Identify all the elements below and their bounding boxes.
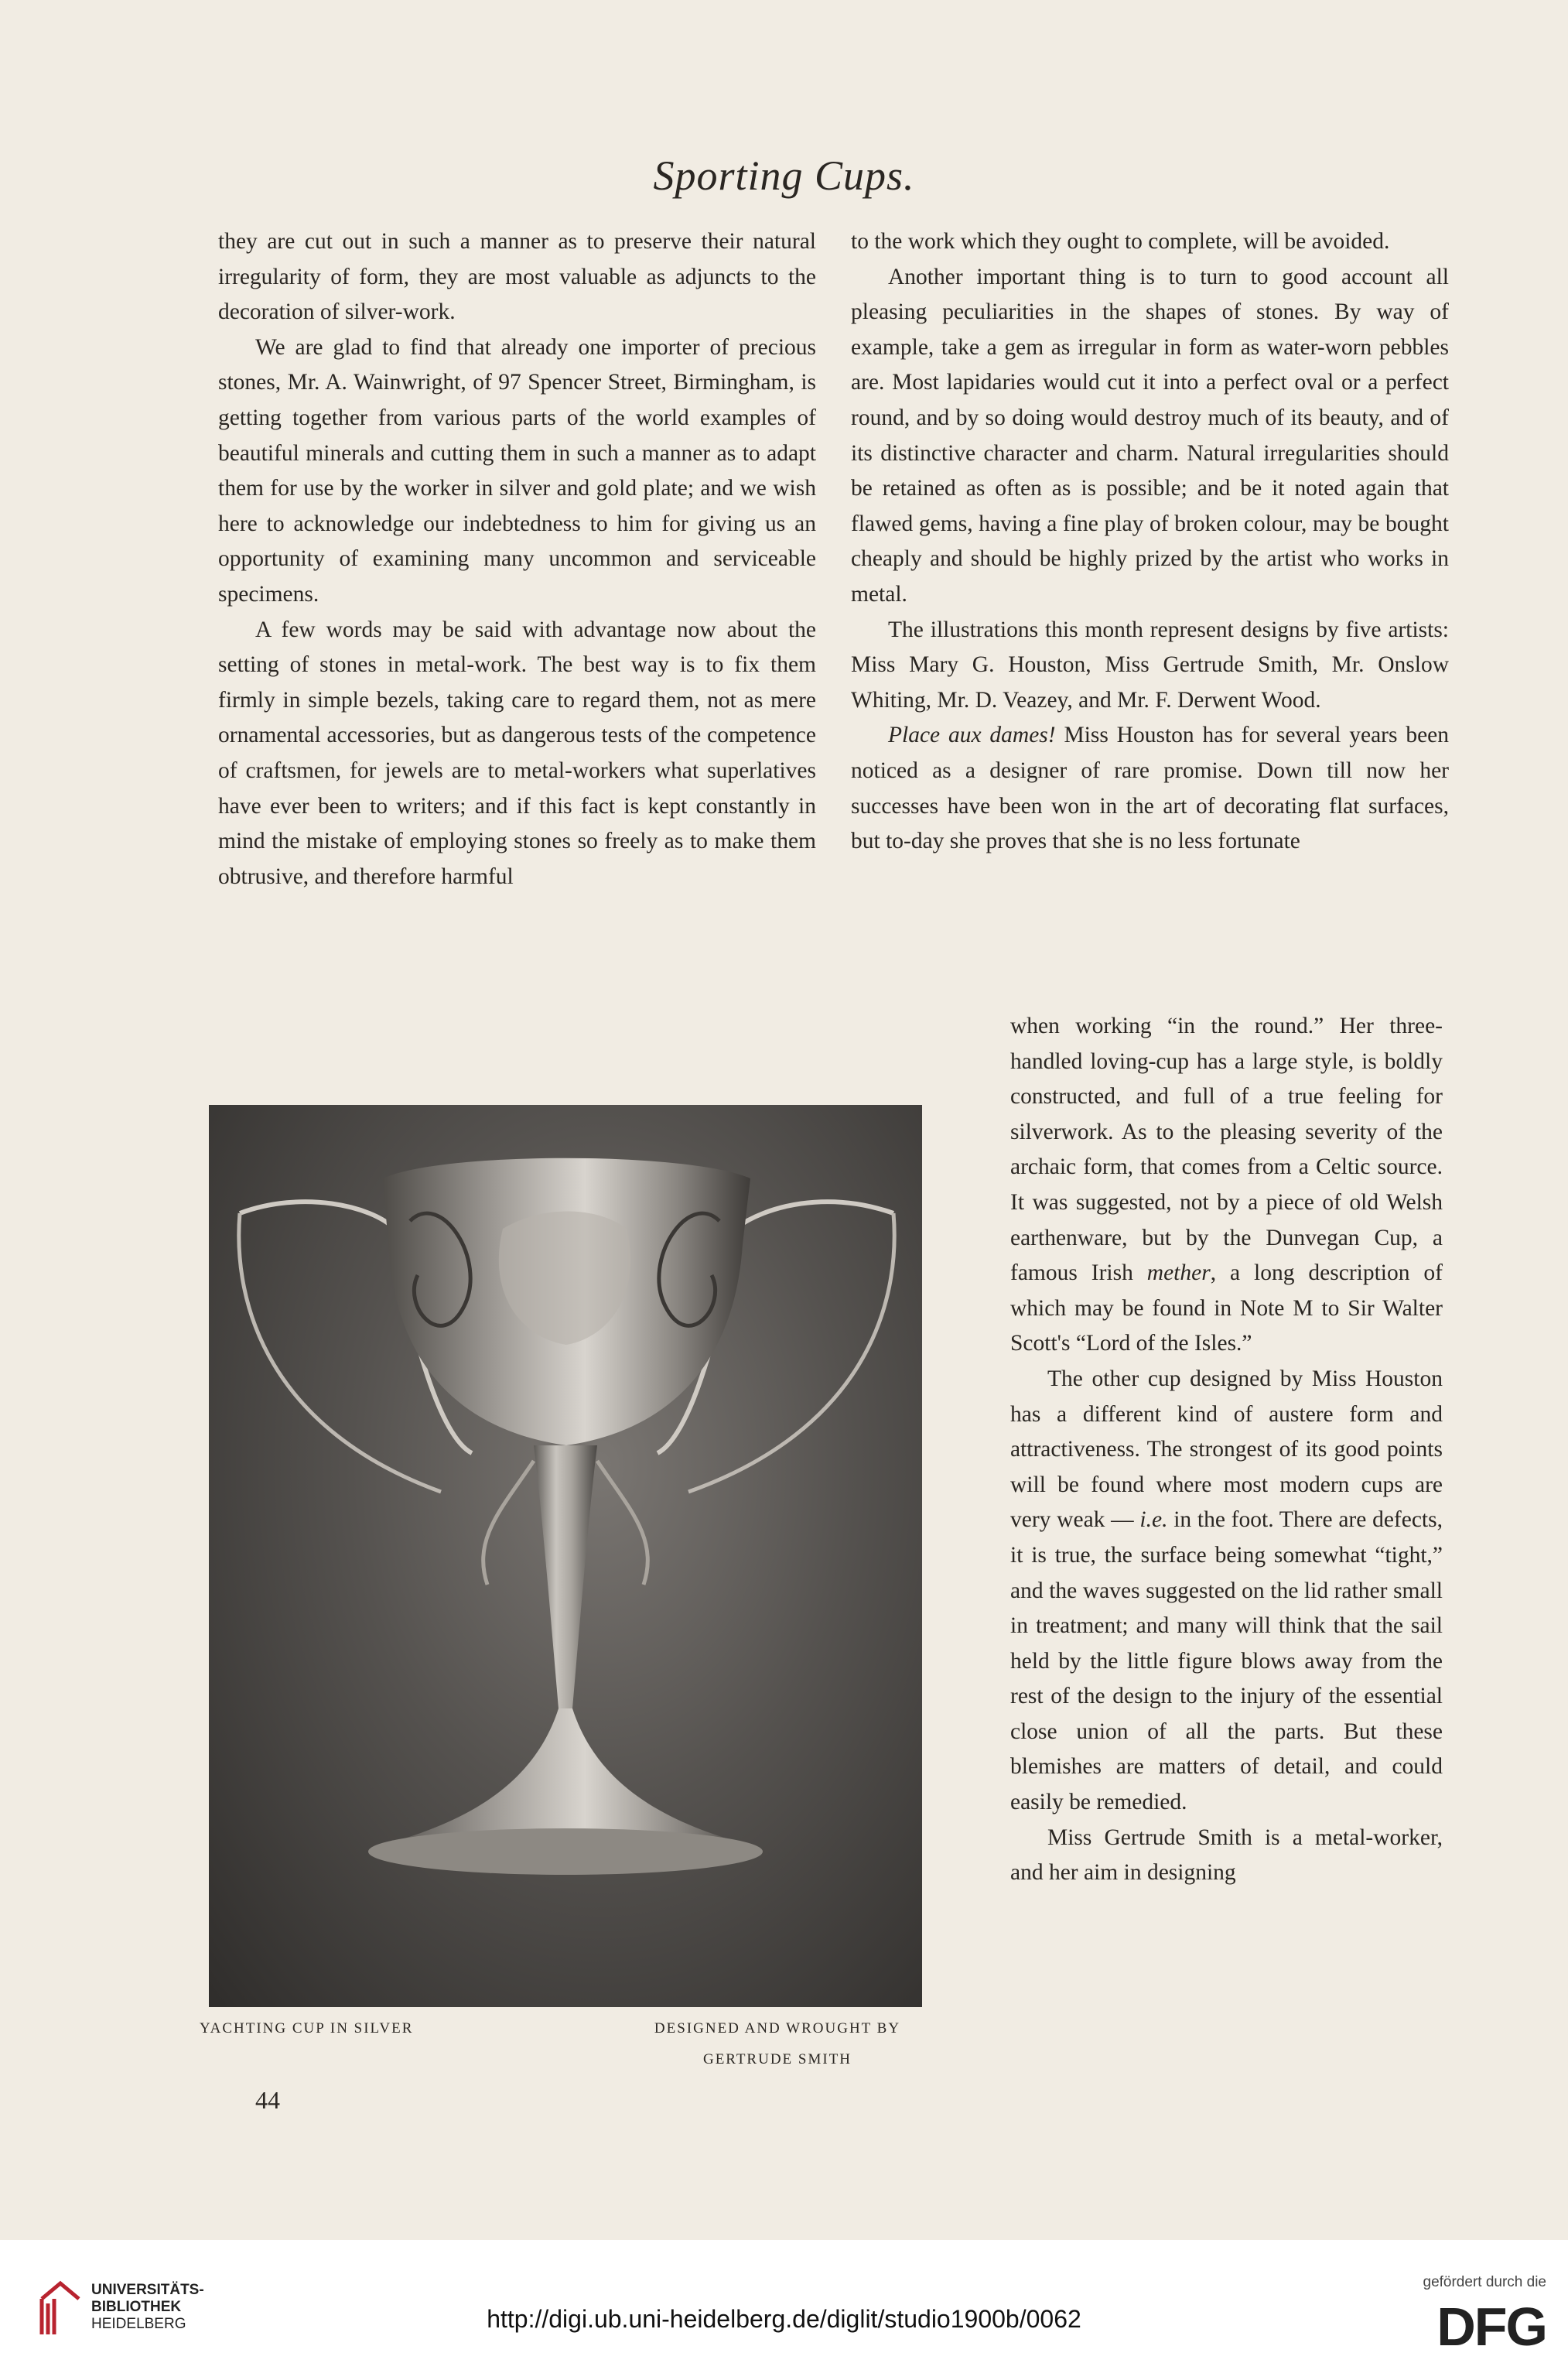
paragraph — [1010, 1009, 1443, 1362]
library-name-line3: HEIDELBERG — [91, 2316, 186, 2332]
page-title: Sporting Cups. — [653, 152, 915, 199]
cup-photograph — [209, 1105, 922, 2007]
dfg-logo: DFG — [1436, 2296, 1546, 2357]
caption-right-line2: GERTRUDE SMITH — [702, 2051, 852, 2067]
paragraph-text: when working “in the round.” Her three-handled loving-cup has a large style, is boldly constructed, and full of a true feeling for silverwork. As to the pleasing severity of the archaic form, that comes from a Celtic source. It was suggested, not by a piece of old Welsh earthenware, but by the Dunvegan Cup, a famous Irish — [1010, 1014, 1443, 1286]
paragraph — [851, 718, 1449, 859]
caption-right — [611, 2013, 944, 2075]
paragraph: We are glad to find that already one importer of precious stones, Mr. A. Wainwright, of 97 Spencer Street, Birmingham, is getting together from various parts of the world examples of beautiful minerals and cutting them in such a manner as to adapt them for use by the worker in silver and gold plate; and we wish here to acknowledge our indebtedness to him for giving us an opportunity of examining many uncommon and serviceable specimens. — [218, 334, 816, 607]
page-number: 44 — [255, 2086, 280, 2114]
paragraph-text: Miss Houston has for several years been noticed as a designer of rare promise. Down till now her successes have been won in the art of decorating flat surfaces, but to-day she proves that she is no less fortunate — [851, 723, 1450, 854]
paragraph-text: , a long description of which may be found in Note M to Sir Walter Scott's “Lord of the Isles.” — [1010, 1260, 1443, 1356]
paragraph: they are cut out in such a manner as to preserve their natural irregularity of form, they are most valuable as adjuncts to the decoration of silver-work. — [218, 229, 816, 325]
italic-word: mether — [1146, 1260, 1211, 1286]
library-name-line1: UNIVERSITÄTS- — [91, 2282, 204, 2298]
paragraph: Another important thing is to turn to good account all pleasing peculiarities in the shapes of stones. By way of example, take a gem as irregular in form as water-worn pebbles are. Most lapidaries would cut it into a perfect oval or a perfect round, and by so doing would destroy much of its beauty, and of its distinctive character and charm. Natural irregularities should be retained as often as is possible; and be it noted again that flawed gems, having a fine play of broken colour, may be bought cheaply and should be highly prized by the artist who works in metal. — [851, 264, 1449, 607]
italic-word: i.e. — [1139, 1507, 1168, 1533]
funded-by-label: gefördert durch die — [1423, 2274, 1546, 2290]
footer — [0, 2240, 1568, 2370]
right-column — [851, 224, 1449, 860]
paragraph: A few words may be said with advantage now about the setting of stones in metal-work. The best way is to fix them firmly in simple bezels, taking care to regard them, not as mere ornamental accessories, but as dangerous tests of the competence of craftsmen, for jewels are to metal-workers what superlatives have ever been to writers; and if this fact is kept constantly in mind the mistake of employing stones so freely as to make them obtrusive, and therefore harmful — [218, 617, 816, 889]
source-url-link[interactable]: http://digi.ub.uni-heidelberg.de/diglit/studio1900b/0062 — [487, 2305, 1081, 2333]
paragraph — [1010, 1362, 1443, 1821]
paragraph: to the work which they ought to complete, will be avoided. — [851, 229, 1390, 254]
caption-right-line1: DESIGNED AND WROUGHT BY — [654, 2020, 901, 2037]
library-name-line2: BIBLIOTHEK — [91, 2299, 182, 2315]
paragraph-text: in the foot. There are defects, it is true, the surface being somewhat “tight,” and the waves suggested on the lid rather small in treatment; and many will think that the sail held by the little figure blows away from the rest of the design to the injury of the essential close union of all the parts. But these blemishes are matters of detail, and could easily be remedied. — [1010, 1507, 1443, 1815]
paragraph: The illustrations this month represent designs by five artists: Miss Mary G. Houston, Miss Gertrude Smith, Mr. Onslow Whiting, Mr. D. Veazey, and Mr. F. Derwent Wood. — [851, 617, 1449, 713]
narrow-column — [1010, 1009, 1443, 1891]
left-column — [218, 224, 816, 894]
caption-left: YACHTING CUP IN SILVER — [200, 2020, 414, 2037]
paragraph-text: The other cup designed by Miss Houston has a different kind of austere form and attractiveness. The strongest of its good points will be found where most modern cups are very weak — — [1010, 1366, 1443, 1533]
paragraph: Miss Gertrude Smith is a metal-worker, and her aim in designing — [1010, 1825, 1443, 1886]
italic-phrase: Place aux dames! — [888, 723, 1056, 748]
